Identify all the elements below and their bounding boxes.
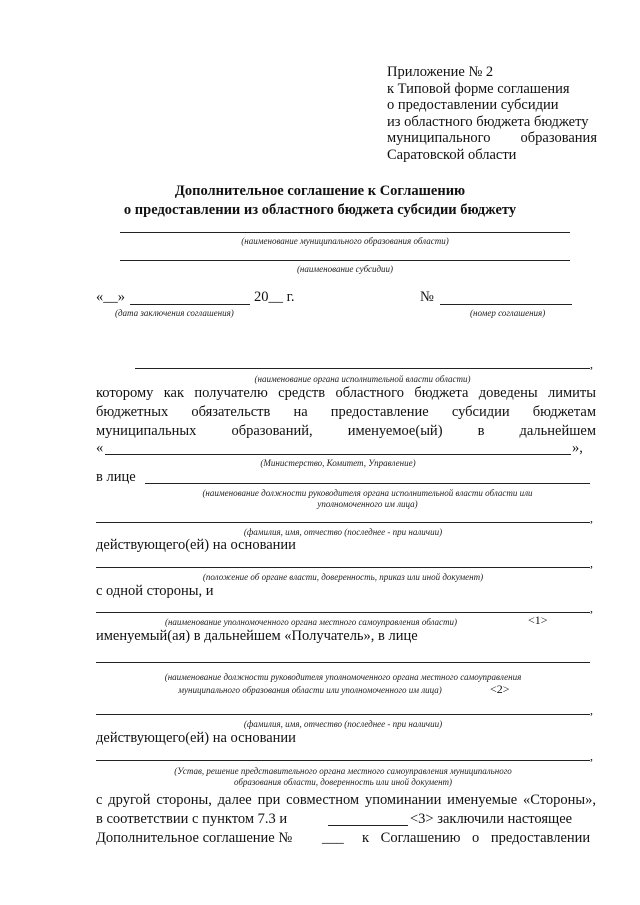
municipality-line: [120, 232, 570, 233]
acting-label-1: действующего(ей) на основании: [96, 537, 296, 553]
fio-line-1: [96, 522, 590, 523]
local-position-line: [96, 662, 590, 663]
comma: ,: [590, 556, 593, 570]
annex-line: о предоставлении субсидии: [387, 97, 559, 113]
caption-subsidy: (наименование субсидии): [296, 264, 394, 274]
footnote-ref-1: <1>: [528, 613, 548, 627]
quote-open: «: [96, 440, 104, 456]
document-title: Дополнительное соглашение к Соглашению: [174, 183, 466, 199]
body-line: к Соглашению о предоставлении: [362, 830, 591, 846]
caption-basis-2-line-2: образования области, доверенность или иной документ): [233, 777, 453, 787]
annex-line: Саратовской области: [387, 146, 517, 163]
one-side-label: с одной стороны, и: [96, 583, 214, 599]
basis-ref-line: [328, 825, 408, 826]
caption-local-position-2: муниципального образования области или уполномоченного им лица): [178, 685, 442, 695]
body-line: которому как получателю средств областного бюджета доведены лимиты: [96, 385, 596, 401]
caption-local-position: (наименование должности руководителя уполномоченного органа местного самоуправления: [164, 672, 522, 682]
ministry-line: [105, 454, 571, 455]
caption-authority: (наименование органа исполнительной власти области): [254, 374, 471, 384]
caption-position-2: уполномоченного им лица): [317, 499, 418, 509]
annex-line: из областного бюджета бюджету: [387, 113, 589, 130]
body-line: в соответствии с пунктом 7.3 и: [96, 811, 288, 827]
basis-line-1: [96, 567, 590, 568]
date-year: 20__ г.: [254, 289, 295, 305]
caption-agreement-date: (дата заключения соглашения): [115, 308, 234, 318]
caption-fio-2: (фамилия, имя, отчество (последнее - при наличии): [243, 719, 443, 729]
body-line: муниципальных образований, именуемое(ый) в дальнейшем: [96, 423, 596, 439]
annex-line: к Типовой форме соглашения: [387, 80, 570, 97]
comma: ,: [590, 511, 593, 525]
body-line: бюджетных обязательств на предоставление субсидии бюджетам: [96, 404, 596, 420]
comma: ,: [590, 601, 593, 615]
supplement-number: ___: [322, 830, 344, 846]
number-sign: №: [420, 289, 434, 305]
quote-close: »,: [572, 440, 583, 456]
authority-line: [135, 368, 590, 369]
caption-fio-1: (фамилия, имя, отчество (последнее - при наличии): [243, 527, 443, 537]
comma: ,: [590, 357, 593, 371]
annex-block: [387, 64, 597, 163]
agreement-number-line: [440, 304, 572, 305]
basis-line-2: [96, 760, 590, 761]
subsidy-line: [120, 260, 570, 261]
document-title-line-2: о предоставлении из областного бюджета субсидии бюджету: [123, 202, 517, 218]
caption-municipality: (наименование муниципального образования области): [241, 236, 449, 246]
in-person-label: в лице: [96, 469, 136, 485]
body-line: Дополнительное соглашение №: [96, 830, 293, 846]
comma: ,: [590, 749, 593, 763]
body-line: с другой стороны, далее при совместном упоминании именуемые «Стороны»,: [96, 792, 596, 808]
date-month-line: [130, 304, 250, 305]
named-recipient-line: именуемый(ая) в дальнейшем «Получатель», в лице: [96, 628, 418, 644]
caption-basis-1: (положение об органе власти, доверенность, приказ или иной документ): [202, 572, 484, 582]
fio-line-2: [96, 714, 590, 715]
body-line: <3> заключили настоящее: [410, 811, 573, 827]
caption-agreement-number: (номер соглашения): [470, 308, 546, 318]
local-body-line: [96, 612, 590, 613]
comma: ,: [590, 703, 593, 717]
position-line: [145, 483, 590, 484]
acting-label-2: действующего(ей) на основании: [96, 730, 296, 746]
caption-local-body: (наименование уполномоченного органа местного самоуправления области): [164, 617, 458, 627]
caption-position: (наименование должности руководителя органа исполнительной власти области или: [202, 488, 533, 498]
annex-line: муниципального образования: [387, 130, 597, 146]
footnote-ref-2: <2>: [490, 682, 510, 696]
date-day: «__»: [96, 289, 125, 305]
caption-basis-2: (Устав, решение представительного органа местного самоуправления муниципального: [174, 766, 512, 776]
annex-line: Приложение № 2: [387, 64, 494, 80]
caption-ministry: (Министерство, Комитет, Управление): [260, 458, 416, 468]
